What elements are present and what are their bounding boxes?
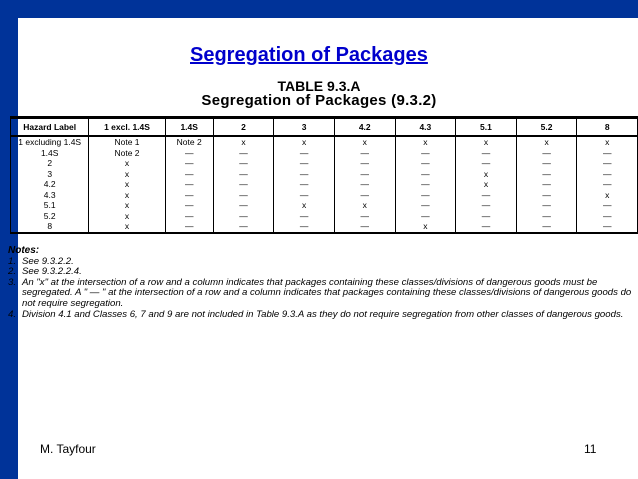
table-cell: x: [274, 136, 335, 148]
table-row: [11, 221, 638, 233]
table-cell: —: [456, 200, 517, 211]
table-cell: —: [213, 190, 274, 201]
table-cell: —: [395, 169, 456, 180]
table-cell: —: [577, 221, 638, 233]
row-label-cell: 5.2: [11, 211, 89, 222]
table-cell: x: [516, 136, 577, 148]
table-cell: —: [516, 200, 577, 211]
table-cell: —: [213, 221, 274, 233]
note-text: See 9.3.2.2.: [22, 255, 74, 267]
row-label-cell: 5.1: [11, 200, 89, 211]
table-cell: —: [274, 169, 335, 180]
note-number: 1.: [8, 255, 17, 267]
column-header: 1.4S: [165, 118, 213, 137]
table-cell: x: [89, 221, 165, 233]
table-row: [11, 179, 638, 190]
segregation-table: [10, 116, 638, 234]
table-cell: —: [213, 179, 274, 190]
table-cell: —: [395, 200, 456, 211]
table-cell: —: [395, 211, 456, 222]
table-cell: —: [165, 221, 213, 233]
table-cell: —: [165, 211, 213, 222]
table-cell: —: [274, 190, 335, 201]
table-cell: —: [334, 169, 395, 180]
table-cell: —: [516, 148, 577, 159]
table-cell: x: [456, 179, 517, 190]
table-cell: —: [165, 200, 213, 211]
table-row: [11, 200, 638, 211]
table-cell: —: [165, 158, 213, 169]
row-label-cell: 2: [11, 158, 89, 169]
table-row: [11, 169, 638, 180]
table-cell: —: [577, 211, 638, 222]
table-cell: —: [165, 148, 213, 159]
note-item: [8, 310, 632, 321]
table-title: Segregation of Packages (9.3.2): [201, 92, 437, 109]
table-cell: x: [456, 136, 517, 148]
table-cell: —: [334, 179, 395, 190]
column-header: 2: [213, 118, 274, 137]
table-cell: —: [516, 190, 577, 201]
table-cell: —: [456, 148, 517, 159]
column-header: 4.3: [395, 118, 456, 137]
table-cell: —: [274, 211, 335, 222]
note-number: 3.: [8, 276, 17, 288]
table-cell: —: [213, 211, 274, 222]
row-label-cell: 3: [11, 169, 89, 180]
note-item: [8, 278, 632, 310]
table-header-row: [11, 118, 638, 137]
table-cell: —: [516, 169, 577, 180]
table-cell: —: [516, 158, 577, 169]
table-cell: —: [577, 179, 638, 190]
note-text: Division 4.1 and Classes 6, 7 and 9 are not included in Table 9.3.A as they do not require segregation from other classes of dangerous goods.: [22, 308, 624, 320]
table-cell: —: [213, 169, 274, 180]
table-cell: —: [395, 190, 456, 201]
table-cell: x: [456, 169, 517, 180]
table-cell: x: [89, 179, 165, 190]
notes-section: [8, 246, 632, 320]
table-cell: —: [456, 190, 517, 201]
table-cell: —: [165, 190, 213, 201]
table-row: [11, 158, 638, 169]
row-label-cell: 4.2: [11, 179, 89, 190]
table-cell: —: [516, 179, 577, 190]
table-cell: Note 1: [89, 136, 165, 148]
table-cell: —: [395, 148, 456, 159]
note-item: [8, 257, 632, 268]
table-cell: x: [577, 136, 638, 148]
table-cell: —: [516, 211, 577, 222]
note-number: 4.: [8, 308, 17, 320]
table-row: [11, 211, 638, 222]
table-cell: x: [395, 221, 456, 233]
table-cell: x: [89, 169, 165, 180]
table-cell: —: [213, 148, 274, 159]
table-row: [11, 148, 638, 159]
table-cell: x: [89, 190, 165, 201]
table-cell: —: [334, 221, 395, 233]
table-cell: x: [334, 200, 395, 211]
table-cell: Note 2: [89, 148, 165, 159]
table-cell: —: [577, 148, 638, 159]
table-cell: —: [516, 221, 577, 233]
table-cell: —: [577, 200, 638, 211]
table-cell: —: [456, 158, 517, 169]
table-cell: —: [274, 158, 335, 169]
table-row: [11, 136, 638, 148]
table-cell: —: [274, 148, 335, 159]
notes-title: Notes:: [8, 245, 40, 256]
column-header: 5.2: [516, 118, 577, 137]
column-header: 5.1: [456, 118, 517, 137]
row-label-cell: 4.3: [11, 190, 89, 201]
note-number: 2.: [8, 266, 17, 278]
table-cell: x: [89, 200, 165, 211]
table-row: [11, 190, 638, 201]
row-label-cell: 1.4S: [11, 148, 89, 159]
table-cell: —: [456, 221, 517, 233]
table-cell: —: [334, 158, 395, 169]
column-header: 3: [274, 118, 335, 137]
table-cell: —: [165, 179, 213, 190]
table-cell: —: [334, 211, 395, 222]
table-cell: —: [456, 211, 517, 222]
slide-left-bar: [0, 0, 18, 479]
table-id: TABLE 9.3.A: [277, 78, 361, 94]
note-text: An "x" at the intersection of a row and a column indicates that packages containing these classes/divisions of dangerous goods must be segregated. A " — " at the intersection of a row and a column indicates that packages containing these classes/divisions of dangerous goods do not require segregation.: [22, 276, 632, 309]
table-cell: x: [274, 200, 335, 211]
table-cell: —: [395, 179, 456, 190]
table-cell: —: [213, 200, 274, 211]
table-cell: —: [395, 158, 456, 169]
table-cell: —: [334, 148, 395, 159]
table-cell: —: [577, 158, 638, 169]
table-cell: x: [213, 136, 274, 148]
column-header: Hazard Label: [11, 118, 89, 137]
table-cell: x: [334, 136, 395, 148]
table-cell: x: [395, 136, 456, 148]
table-cell: —: [165, 169, 213, 180]
table-cell: —: [274, 179, 335, 190]
table-cell: —: [334, 190, 395, 201]
table-cell: x: [89, 211, 165, 222]
column-header: 1 excl. 1.4S: [89, 118, 165, 137]
table-cell: —: [577, 169, 638, 180]
slide-top-bar: [18, 0, 638, 18]
table-cell: —: [213, 158, 274, 169]
page-number: 11: [584, 442, 597, 456]
column-header: 8: [577, 118, 638, 137]
slide-title: Segregation of Packages: [190, 44, 428, 66]
row-label-cell: 1 excluding 1.4S: [11, 136, 89, 148]
column-header: 4.2: [334, 118, 395, 137]
table-cell: Note 2: [165, 136, 213, 148]
row-label-cell: 8: [11, 221, 89, 233]
table-cell: x: [577, 190, 638, 201]
footer-author: M. Tayfour: [40, 442, 96, 456]
note-text: See 9.3.2.2.4.: [22, 266, 82, 278]
table-cell: x: [89, 158, 165, 169]
table-cell: —: [274, 221, 335, 233]
